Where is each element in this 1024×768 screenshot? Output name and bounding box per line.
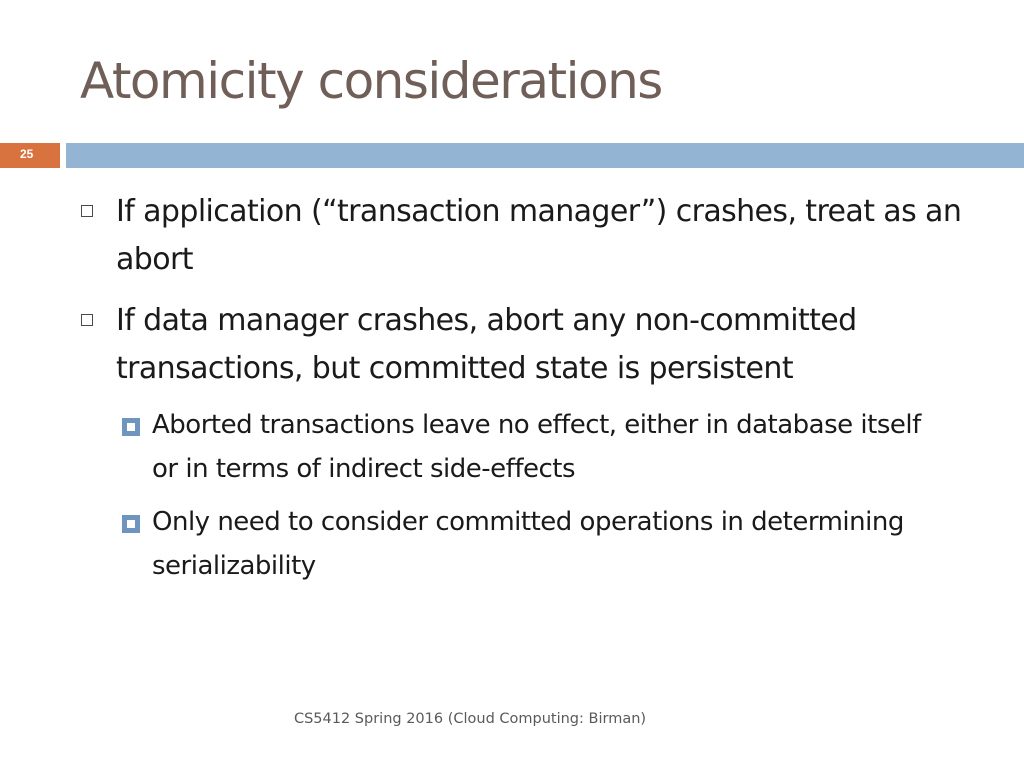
header-accent-bar (66, 143, 1024, 168)
bullet-item (116, 188, 986, 284)
sub-bullet-text: Only need to consider committed operations in determining serializability (152, 507, 904, 581)
hollow-square-bullet-icon (81, 314, 93, 326)
slide-footer: CS5412 Spring 2016 (Cloud Computing: Birman) (293, 711, 647, 727)
slide-title: Atomicity considerations (80, 52, 662, 110)
filled-square-bullet-icon (122, 418, 140, 436)
bullet-text: If data manager crashes, abort any non-committed transactions, but committed state is persistent (116, 303, 857, 386)
sub-bullet-text: Aborted transactions leave no effect, either in database itself or in terms of indirect side-effects (152, 410, 921, 484)
sub-bullet-item (152, 500, 952, 588)
bullet-text: If application (“transaction manager”) crashes, treat as an abort (116, 194, 962, 277)
slide-number-badge (0, 143, 60, 168)
sub-bullet-item (152, 403, 952, 491)
slide-number: 25 (20, 147, 34, 161)
hollow-square-bullet-icon (81, 205, 93, 217)
bullet-item (116, 297, 986, 393)
filled-square-bullet-icon (122, 515, 140, 533)
